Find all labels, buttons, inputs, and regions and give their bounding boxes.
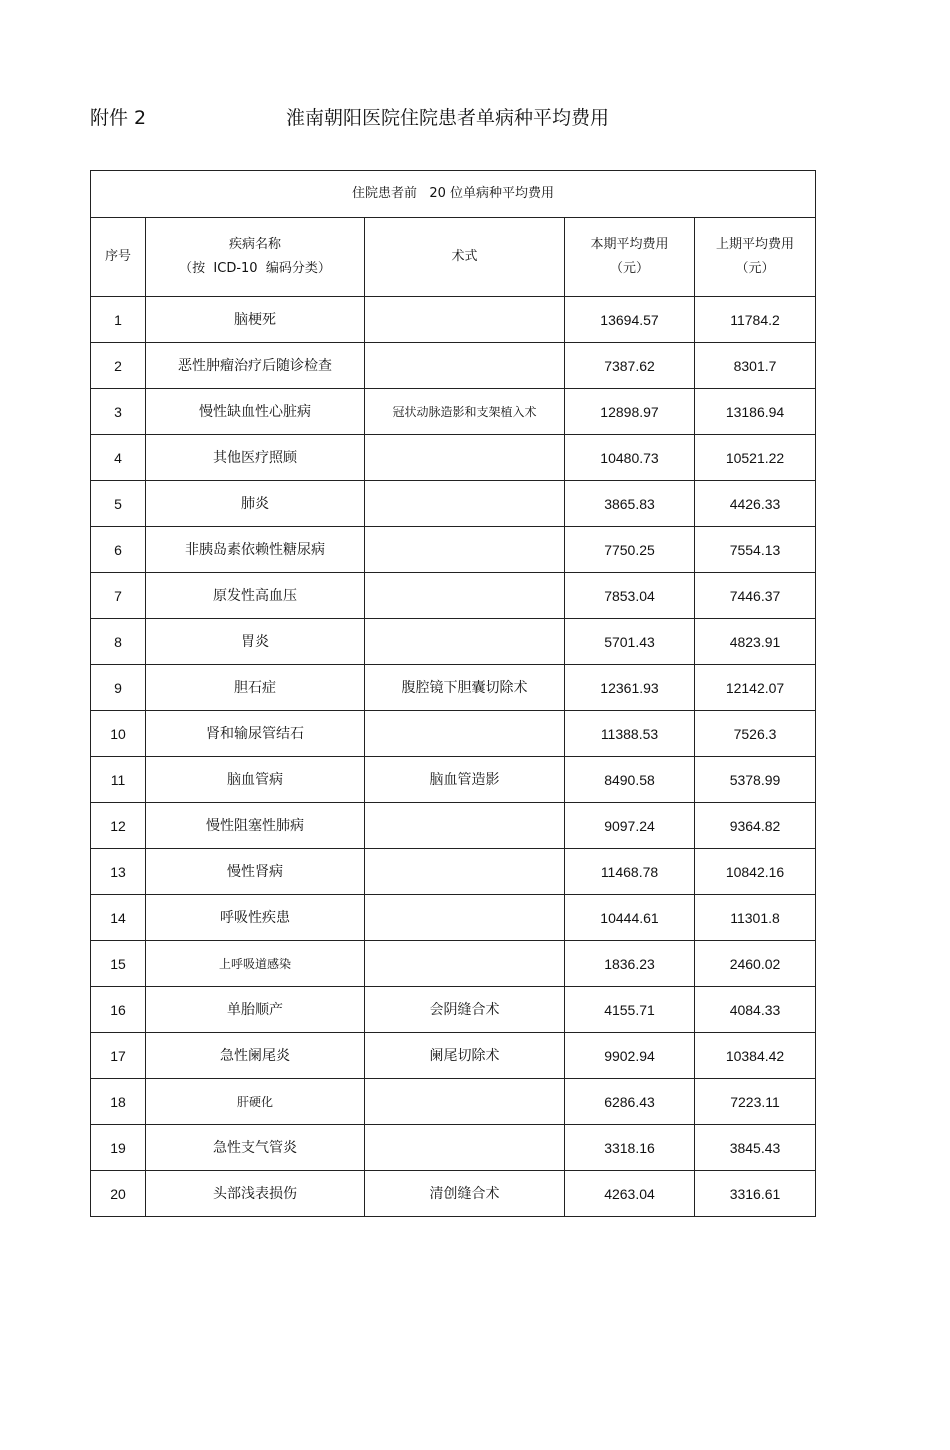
table-row <box>91 895 816 941</box>
procedure-cell: 清创缝合术 <box>365 1171 565 1217</box>
column-header-index: 序号 <box>91 218 146 297</box>
previous-fee-cell: 11301.8 <box>695 895 816 941</box>
column-header-previous-line2: （元） <box>735 261 775 276</box>
row-index-cell: 1 <box>91 297 146 343</box>
current-fee-cell: 8490.58 <box>565 757 695 803</box>
disease-name-cell: 慢性阻塞性肺病 <box>146 803 365 849</box>
previous-fee-cell: 10842.16 <box>695 849 816 895</box>
table-caption-row <box>91 171 816 218</box>
disease-name-cell: 胃炎 <box>146 619 365 665</box>
disease-name-cell: 上呼吸道感染 <box>146 941 365 987</box>
row-index-cell: 19 <box>91 1125 146 1171</box>
procedure-cell: 会阴缝合术 <box>365 987 565 1033</box>
disease-name-cell: 肾和输尿管结石 <box>146 711 365 757</box>
row-index-cell: 9 <box>91 665 146 711</box>
procedure-cell <box>365 527 565 573</box>
column-header-disease-line1: 疾病名称 <box>228 237 281 252</box>
table-row <box>91 849 816 895</box>
procedure-cell <box>365 573 565 619</box>
row-index-cell: 4 <box>91 435 146 481</box>
current-fee-cell: 4263.04 <box>565 1171 695 1217</box>
previous-fee-cell: 4426.33 <box>695 481 816 527</box>
previous-fee-cell: 2460.02 <box>695 941 816 987</box>
table-row <box>91 297 816 343</box>
row-index-cell: 12 <box>91 803 146 849</box>
column-header-procedure: 术式 <box>365 218 565 297</box>
table-row <box>91 527 816 573</box>
current-fee-cell: 13694.57 <box>565 297 695 343</box>
disease-name-cell: 慢性缺血性心脏病 <box>146 389 365 435</box>
disease-name-cell: 呼吸性疾患 <box>146 895 365 941</box>
column-header-current-line2: （元） <box>609 261 649 276</box>
procedure-cell <box>365 435 565 481</box>
previous-fee-cell: 4823.91 <box>695 619 816 665</box>
procedure-cell <box>365 803 565 849</box>
row-index-cell: 11 <box>91 757 146 803</box>
table-row <box>91 1171 816 1217</box>
table-row <box>91 1033 816 1079</box>
disease-name-cell: 胆石症 <box>146 665 365 711</box>
table-caption: 住院患者前 20 位单病种平均费用 <box>91 171 816 218</box>
row-index-cell: 2 <box>91 343 146 389</box>
row-index-cell: 18 <box>91 1079 146 1125</box>
previous-fee-cell: 7223.11 <box>695 1079 816 1125</box>
row-index-cell: 20 <box>91 1171 146 1217</box>
procedure-cell <box>365 343 565 389</box>
disease-name-cell: 急性支气管炎 <box>146 1125 365 1171</box>
table-row <box>91 665 816 711</box>
table-row <box>91 941 816 987</box>
procedure-cell: 腹腔镜下胆囊切除术 <box>365 665 565 711</box>
previous-fee-cell: 9364.82 <box>695 803 816 849</box>
disease-name-cell: 肺炎 <box>146 481 365 527</box>
previous-fee-cell: 7446.37 <box>695 573 816 619</box>
column-header-current-line1: 本期平均费用 <box>590 237 669 252</box>
current-fee-cell: 5701.43 <box>565 619 695 665</box>
disease-name-cell: 头部浅表损伤 <box>146 1171 365 1217</box>
table-row <box>91 803 816 849</box>
row-index-cell: 10 <box>91 711 146 757</box>
procedure-cell: 脑血管造影 <box>365 757 565 803</box>
current-fee-cell: 12361.93 <box>565 665 695 711</box>
previous-fee-cell: 4084.33 <box>695 987 816 1033</box>
previous-fee-cell: 10384.42 <box>695 1033 816 1079</box>
column-header-previous-fee <box>695 218 816 297</box>
previous-fee-cell: 3316.61 <box>695 1171 816 1217</box>
disease-name-cell: 非胰岛素依赖性糖尿病 <box>146 527 365 573</box>
table-row <box>91 1079 816 1125</box>
procedure-cell <box>365 481 565 527</box>
procedure-cell <box>365 297 565 343</box>
disease-name-cell: 其他医疗照顾 <box>146 435 365 481</box>
procedure-cell <box>365 619 565 665</box>
previous-fee-cell: 11784.2 <box>695 297 816 343</box>
table-row <box>91 711 816 757</box>
previous-fee-cell: 5378.99 <box>695 757 816 803</box>
current-fee-cell: 7853.04 <box>565 573 695 619</box>
procedure-cell <box>365 941 565 987</box>
current-fee-cell: 11388.53 <box>565 711 695 757</box>
row-index-cell: 7 <box>91 573 146 619</box>
row-index-cell: 14 <box>91 895 146 941</box>
row-index-cell: 15 <box>91 941 146 987</box>
current-fee-cell: 9097.24 <box>565 803 695 849</box>
row-index-cell: 5 <box>91 481 146 527</box>
table-header-row <box>91 218 816 297</box>
disease-name-cell: 肝硬化 <box>146 1079 365 1125</box>
single-disease-fee-table <box>90 170 816 1217</box>
disease-name-cell: 脑血管病 <box>146 757 365 803</box>
current-fee-cell: 4155.71 <box>565 987 695 1033</box>
row-index-cell: 8 <box>91 619 146 665</box>
disease-name-cell: 单胎顺产 <box>146 987 365 1033</box>
previous-fee-cell: 10521.22 <box>695 435 816 481</box>
current-fee-cell: 7387.62 <box>565 343 695 389</box>
table-row <box>91 987 816 1033</box>
current-fee-cell: 3865.83 <box>565 481 695 527</box>
previous-fee-cell: 13186.94 <box>695 389 816 435</box>
disease-name-cell: 恶性肿瘤治疗后随诊检查 <box>146 343 365 389</box>
column-header-previous-line1: 上期平均费用 <box>716 237 795 252</box>
attachment-label: 附件 2 <box>90 107 147 129</box>
disease-name-cell: 脑梗死 <box>146 297 365 343</box>
table-row <box>91 1125 816 1171</box>
disease-name-cell: 原发性高血压 <box>146 573 365 619</box>
previous-fee-cell: 8301.7 <box>695 343 816 389</box>
procedure-cell <box>365 1125 565 1171</box>
procedure-cell <box>365 711 565 757</box>
current-fee-cell: 7750.25 <box>565 527 695 573</box>
disease-name-cell: 慢性肾病 <box>146 849 365 895</box>
table-row <box>91 389 816 435</box>
row-index-cell: 6 <box>91 527 146 573</box>
procedure-cell: 阑尾切除术 <box>365 1033 565 1079</box>
table-row <box>91 573 816 619</box>
current-fee-cell: 9902.94 <box>565 1033 695 1079</box>
current-fee-cell: 3318.16 <box>565 1125 695 1171</box>
table-row <box>91 619 816 665</box>
current-fee-cell: 12898.97 <box>565 389 695 435</box>
table-row <box>91 481 816 527</box>
column-header-disease-line2: （按 ICD-10 编码分类） <box>179 261 331 276</box>
current-fee-cell: 6286.43 <box>565 1079 695 1125</box>
disease-name-cell: 急性阑尾炎 <box>146 1033 365 1079</box>
procedure-cell <box>365 895 565 941</box>
previous-fee-cell: 7554.13 <box>695 527 816 573</box>
previous-fee-cell: 7526.3 <box>695 711 816 757</box>
current-fee-cell: 11468.78 <box>565 849 695 895</box>
row-index-cell: 3 <box>91 389 146 435</box>
procedure-cell <box>365 849 565 895</box>
previous-fee-cell: 12142.07 <box>695 665 816 711</box>
row-index-cell: 16 <box>91 987 146 1033</box>
current-fee-cell: 10444.61 <box>565 895 695 941</box>
table-row <box>91 757 816 803</box>
column-header-disease <box>146 218 365 297</box>
current-fee-cell: 1836.23 <box>565 941 695 987</box>
table-body <box>91 297 816 1217</box>
column-header-current-fee <box>565 218 695 297</box>
procedure-cell: 冠状动脉造影和支架植入术 <box>365 389 565 435</box>
previous-fee-cell: 3845.43 <box>695 1125 816 1171</box>
table-row <box>91 435 816 481</box>
current-fee-cell: 10480.73 <box>565 435 695 481</box>
row-index-cell: 17 <box>91 1033 146 1079</box>
row-index-cell: 13 <box>91 849 146 895</box>
document-title: 淮南朝阳医院住院患者单病种平均费用 <box>286 107 610 129</box>
table-row <box>91 343 816 389</box>
procedure-cell <box>365 1079 565 1125</box>
